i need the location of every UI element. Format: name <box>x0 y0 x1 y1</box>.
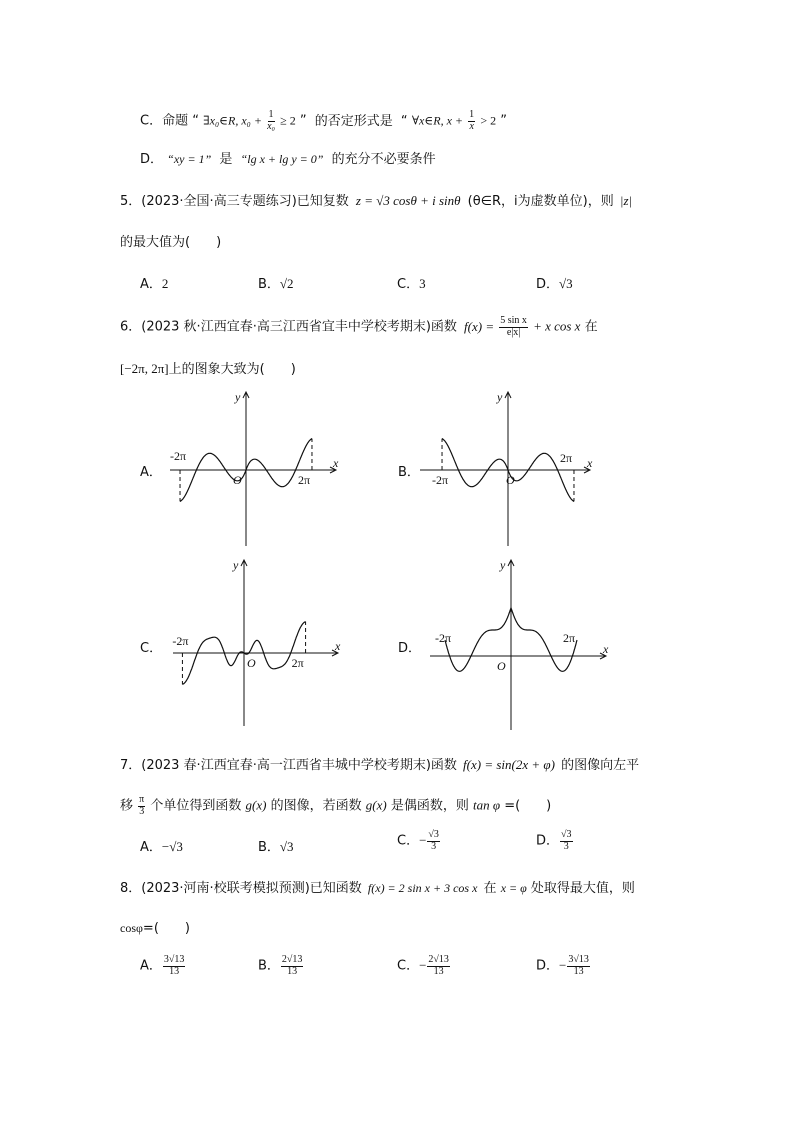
x-axis-label: x <box>587 456 593 470</box>
q6-interval: [−2π, 2π] <box>120 361 169 376</box>
q8-line2-text: =( ) <box>142 921 190 936</box>
q8-at: x = φ <box>500 881 527 895</box>
q4-option-c <box>140 110 507 132</box>
q4-option-c-label: C．命题 <box>140 113 189 129</box>
q6-graph-a-label: A． <box>140 465 162 480</box>
q8-stem <box>120 882 635 895</box>
q7-g2: g(x) <box>365 797 387 813</box>
tick-2pi: 2π <box>562 631 576 645</box>
q6-stem <box>120 316 598 338</box>
tick-2pi: 2π <box>291 656 304 670</box>
quote-open: “ <box>192 113 199 129</box>
q5-stem-text2: (θ∈R，i为虚数单位)，则 <box>467 194 614 209</box>
q5-complex: z = √3 cosθ + i sinθ <box>355 193 461 208</box>
q6-graph-b <box>420 390 593 550</box>
q8-stem-text2: 在 <box>483 881 497 896</box>
q6-stem-text: 6．(2023 秋·江西宜春·高三江西省宜丰中学校考期末)函数 <box>120 319 457 335</box>
q4-option-c-ineq: ≥ 2 <box>280 113 296 128</box>
q5-stem-text: 5．(2023·全国·高三专题练习)已知复数 <box>120 194 349 209</box>
y-axis-label: y <box>235 390 241 404</box>
q6-line2-text: 上的图象大致为( ) <box>168 362 296 377</box>
q8-option-b: B． $\frac{2√13}{13}$ <box>258 954 303 977</box>
q4-option-c-ineq2: > 2 <box>480 113 497 128</box>
origin-label: O <box>247 656 256 670</box>
q4-option-c-text: 的否定形式是 <box>314 113 393 129</box>
q7-tan: tan φ <box>472 797 501 813</box>
q5-option-d: D．√3 <box>536 276 573 292</box>
q6-graph-d-label: D． <box>398 641 422 656</box>
q7-frac: $\frac{\pi}{3}$ <box>139 794 145 817</box>
q6-stem-text2: 在 <box>584 319 598 335</box>
q8-cos: cosφ <box>120 921 143 935</box>
q7-option-c: C．− $\frac{√3}{3}$ <box>397 829 439 852</box>
y-axis-label: y <box>233 558 239 572</box>
q7-option-a: A．−√3 <box>140 839 183 855</box>
q7-stem <box>120 758 639 772</box>
q4-option-c-frac2: $\frac{1}{x}$ <box>469 109 475 132</box>
q7-option-b: B．√3 <box>258 839 294 855</box>
q4-option-d-text2: 的充分不必要条件 <box>331 152 436 167</box>
q8-option-a: A． $\frac{3√13}{13}$ <box>140 954 185 977</box>
q5-abs-z: |z| <box>619 193 633 208</box>
q8-stem-text3: 处取得最大值，则 <box>530 881 635 896</box>
q4-option-d-label: D． <box>140 152 164 167</box>
q4-option-d <box>140 153 436 166</box>
q6-graph-c <box>168 558 341 728</box>
q7-l2a: 移 <box>120 798 134 814</box>
q8-line2 <box>120 922 190 935</box>
quote-close: ” <box>299 113 307 129</box>
tick-2pi: 2π <box>297 473 311 487</box>
q5-option-b: B．√2 <box>258 276 294 292</box>
q5-stem <box>120 194 632 208</box>
tick-neg-2pi: -2π <box>432 473 449 487</box>
tick-neg-2pi: -2π <box>435 631 452 645</box>
x-axis-label: x <box>335 639 341 653</box>
q6-graph-b-label: B． <box>398 465 420 480</box>
origin-label: O <box>497 659 506 673</box>
x-axis-label: x <box>333 456 339 470</box>
quote-close: ” <box>500 113 507 129</box>
q7-g1: g(x) <box>245 797 267 813</box>
x-axis-label: x <box>603 642 609 656</box>
q6-func-name: f(x) = <box>464 318 495 334</box>
q7-l2c: 的图像，若函数 <box>270 798 362 814</box>
origin-label: O <box>233 473 242 487</box>
q6-line2 <box>120 362 296 376</box>
q7-l2e: =( ) <box>504 798 552 814</box>
q4-option-d-text1: 是 <box>219 152 233 167</box>
q7-stem-text2: 的图像向左平 <box>561 758 640 773</box>
q6-graph-c-label: C． <box>140 641 163 656</box>
q5-line2: 的最大值为( ) <box>120 235 222 250</box>
q5-option-c: C．3 <box>397 276 426 292</box>
tick-2pi: 2π <box>559 451 573 465</box>
origin-label: O <box>506 473 515 487</box>
q7-stem-text: 7．(2023 春·江西宜春·高一江西省丰城中学校考期末)函数 <box>120 758 457 773</box>
q8-func: f(x) = 2 sin x + 3 cos x <box>367 881 478 895</box>
q4-option-d-cond1: “xy = 1” <box>167 152 212 166</box>
q6-graph-d <box>420 558 620 728</box>
q4-option-c-frac: $\frac{1}{\text{x₀}}$ <box>267 109 275 132</box>
q7-l2b: 个单位得到函数 <box>150 798 242 814</box>
q8-stem-text: 8．(2023·河南·校联考模拟预测)已知函数 <box>120 881 362 896</box>
q6-graph-a <box>170 390 340 550</box>
q7-func: f(x) = sin(2x + φ) <box>463 757 555 772</box>
q5-option-a: A．2 <box>140 276 169 292</box>
y-axis-label: y <box>497 390 503 404</box>
q8-option-c: C．− $\frac{2√13}{13}$ <box>397 954 449 977</box>
tick-neg-2pi: -2π <box>170 449 187 463</box>
q8-option-d: D．− $\frac{3√13}{13}$ <box>536 954 589 977</box>
q6-func-rest: + x cos x <box>533 318 581 334</box>
y-axis-label: y <box>500 558 506 572</box>
quote-open: “ <box>400 113 408 129</box>
q7-line2 <box>120 795 551 817</box>
tick-neg-2pi: -2π <box>172 634 189 648</box>
q4-option-d-cond2: “lg x + lg y = 0” <box>240 152 324 166</box>
q4-option-c-math: ∃x₀∈R, x₀ + <box>203 113 262 128</box>
q7-l2d: 是偶函数，则 <box>390 798 469 814</box>
q6-frac: $\frac{\text{5 sin x}}{e|x|}$ <box>500 315 527 338</box>
q7-option-d: D． $\frac{√3}{3}$ <box>536 829 572 852</box>
q4-option-c-math3: ∀x∈R, x + <box>411 113 464 128</box>
